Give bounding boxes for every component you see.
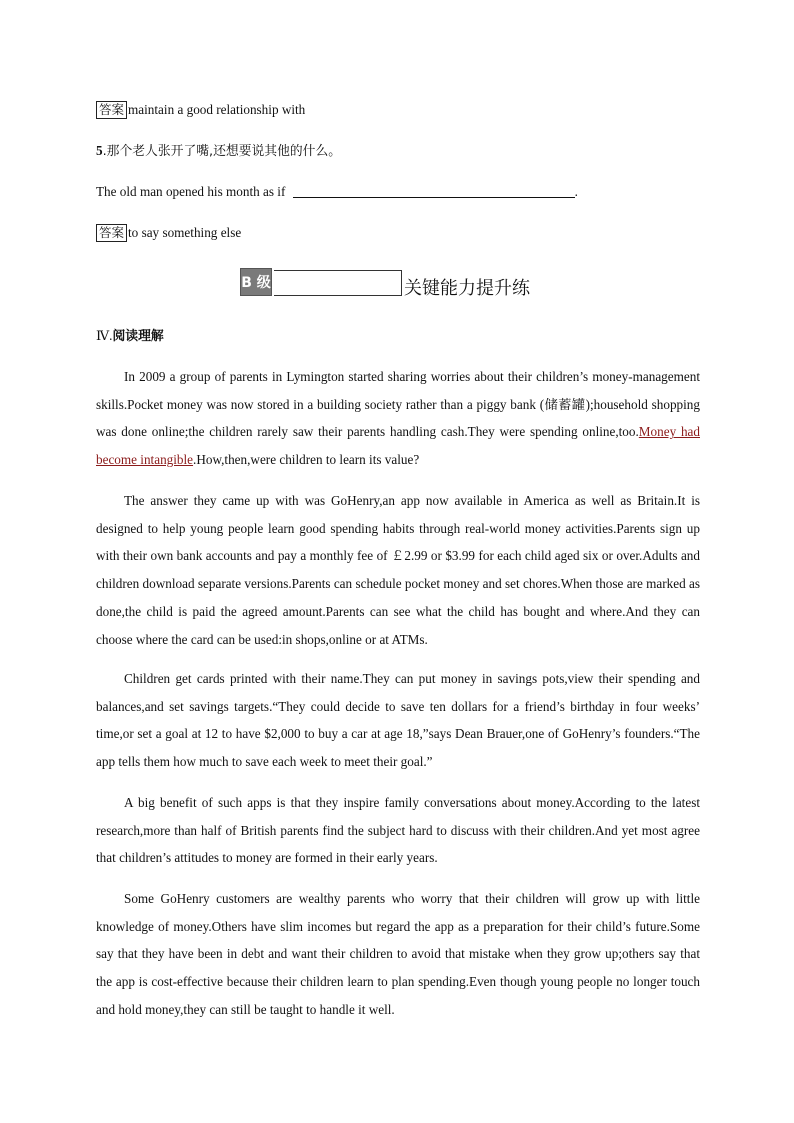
answer-label: 答案 — [96, 224, 127, 242]
sentence-text: The old man opened his month as if — [96, 184, 289, 199]
section-title: 阅读理解 — [112, 329, 164, 344]
passage-paragraph-2: The answer they came up with was GoHenry,an app now available in America as well as Britain.It is designed to help young people learn good spending habits through real-world money activities.Parents sign up with their own bank accounts and pay a monthly fee of ￡2.99 or $3.99 for each child aged six or over.Adults and children download separate versions.Parents can schedule pocket money and set chores.When those are marked as done,the child is paid the agreed amount.Parents can see what the child has bought and where.And they can choose where the card can be used:in shops,online or at ATMs. — [96, 493, 700, 647]
level-title: 关键能力提升练 — [404, 278, 530, 299]
answer-text: to say something else — [128, 225, 242, 240]
question-5-sentence — [96, 183, 578, 201]
level-badge: B 级 — [240, 268, 272, 296]
answer-label: 答案 — [96, 101, 127, 119]
passage-paragraph-4: A big benefit of such apps is that they inspire family conversations about money.According to the latest research,more than half of British parents find the subject hard to discuss with their children.And yet most agree that children’s attitudes to money are formed in their early years. — [96, 795, 700, 866]
section-number: Ⅳ. — [96, 328, 113, 343]
underlined-phrase: Money had become intangible — [96, 424, 700, 468]
question-number: 5 — [96, 143, 103, 158]
answer-blank[interactable] — [293, 185, 575, 198]
passage-paragraph-3: Children get cards printed with their name.They can put money in savings pots,view their spending and balances,and set savings targets.“They could decide to save ten dollars for a friend’s birthday in four weeks’ time,or set a goal at 12 to have $2,000 to buy a car at age 18,”says Dean Brauer,one of GoHenry’s founders.“The app tells them how much to save each week to meet their goal.” — [96, 671, 700, 770]
level-heading — [240, 266, 530, 299]
paragraph-text: In 2009 a group of parents in Lymington started sharing worries about their children’s money-management skills.Pocket money was now stored in a building society rather than a piggy bank (储蓄罐);household shopping was done online;the children rarely saw their parents handling cash.They were spending online,too. — [96, 369, 700, 440]
answer-line-4 — [96, 101, 305, 119]
level-rule — [274, 270, 402, 296]
passage-paragraph-1 — [96, 363, 700, 474]
answer-line-5 — [96, 224, 241, 242]
passage-paragraph-5: Some GoHenry customers are wealthy parents who worry that their children will grow up with little knowledge of money.Others have slim incomes but regard the app as a preparation for their child’s future.Some say that they have been in debt and want their children to avoid that mistake when they grow up;others say that the app is cost-effective because their children learn to plan spending.Even though young people no longer touch and hold money,they can still be taught to handle it well. — [96, 891, 700, 1017]
question-5 — [96, 142, 341, 161]
paragraph-text: .How,then,were children to learn its value? — [193, 452, 420, 468]
answer-text: maintain a good relationship with — [128, 102, 306, 117]
sentence-end: . — [574, 184, 578, 199]
section-heading — [96, 327, 164, 346]
question-prompt: .那个老人张开了嘴,还想要说其他的什么。 — [102, 144, 342, 159]
